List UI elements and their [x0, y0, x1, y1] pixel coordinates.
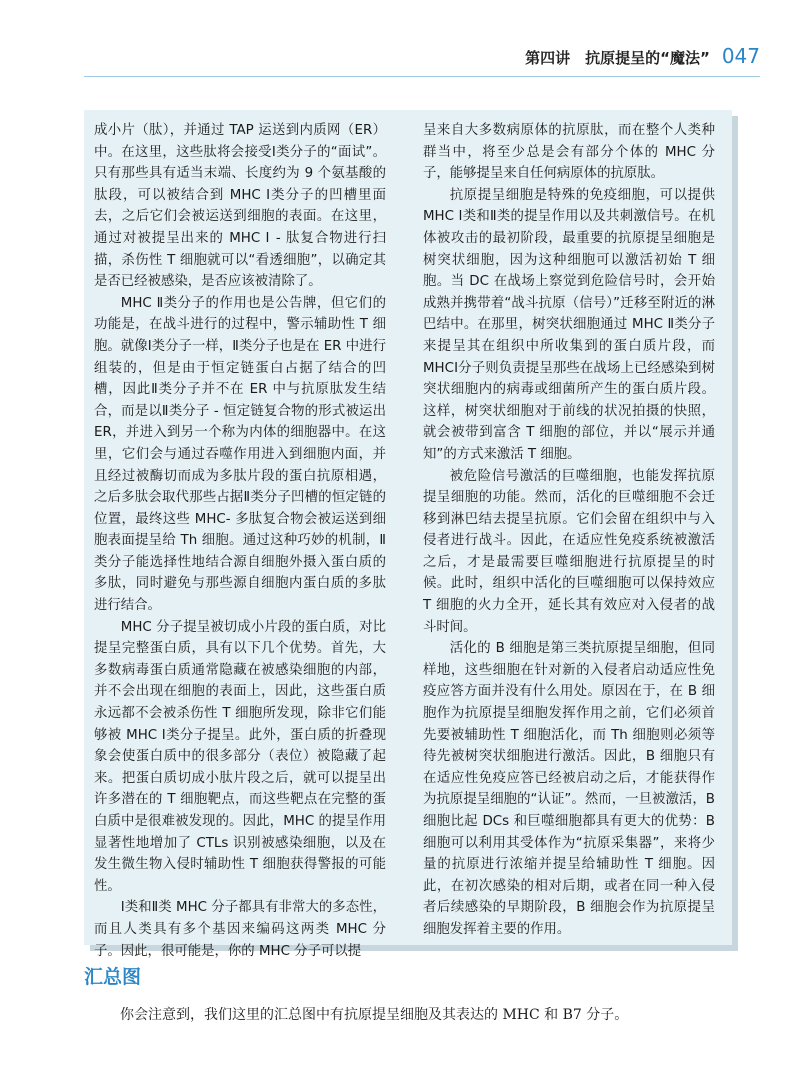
paragraph: 被危险信号激活的巨噬细胞，也能发挥抗原提呈细胞的功能。然而，活化的巨噬细胞不会迁移到淋巴结去提呈抗原。它们会留在组织中与入侵者进行战斗。因此，在适应性免疫系统被激活之后，才是最需要巨噬细胞进行抗原提呈的时候。此时，组织中活化的巨噬细胞可以保持效应 T 细胞的火力全开，延长其有效应对入侵者的战斗时间。: [423, 468, 715, 635]
paragraph: 呈来自大多数病原体的抗原肽，而在整个人类种群当中，将至少总是会有部分个体的 MHC 分子，能够提呈来自任何病原体的抗原肽。: [423, 123, 715, 182]
paragraph: MHC 分子提呈被切成小片段的蛋白质，对比提呈完整蛋白质，具有以下几个优势。首先，大多数病毒蛋白质通常隐藏在被感染细胞的内部，并不会出现在细胞的表面上，因此，这些蛋白质永远都不会被杀伤性 T 细胞所发现，除非它们能够被 MHC Ⅰ类分子提呈。此外，蛋白质的折叠现象会使蛋白质中的很多部分（表位）被隐藏了起来。把蛋白质切成小肽片段之后，就可以提呈出许多潜在的 T 细胞靶点，而这些靶点在完整的蛋白质中是很难被发现的。因此，MHC 的提呈作用显著性地增加了 CTLs 识别被感染细胞，以及在发生微生物入侵时辅助性 T 细胞获得警报的可能性。: [94, 619, 386, 894]
paragraph: Ⅰ类和Ⅱ类 MHC 分子都具有非常大的多态性，而且人类具有多个基因来编码这两类 MHC 分子。因此，很可能是，你的 MHC 分子可以提: [94, 900, 386, 959]
right-column: [423, 120, 715, 941]
paragraph: 活化的 B 细胞是第三类抗原提呈细胞，但同样地，这些细胞在针对新的入侵者启动适应性免疫应答方面并没有什么用处。原因在于，在 B 细胞作为抗原提呈细胞发挥作用之前，它们必须首先要被辅助性 T 细胞活化，而 Th 细胞则必须等待先被树突状细胞进行激活。因此，B 细胞只有在适应性免疫应答已经被启动之后，才能获得作为抗原提呈细胞的“认证”。然而，一旦被激活，B 细胞比起 DCs 和巨噬细胞都具有更大的优势：B 细胞可以利用其受体作为“抗原采集器”，来将少量的抗原进行浓缩并提呈给辅助性 T 细胞。因此，在初次感染的相对后期，或者在同一种入侵者后续感染的早期阶段，B 细胞会作为抗原提呈细胞发挥着主要的作用。: [423, 641, 715, 937]
paragraph: 抗原提呈细胞是特殊的免疫细胞，可以提供 MHC Ⅰ类和Ⅱ类的提呈作用以及共刺激信号。在机体被攻击的最初阶段，最重要的抗原提呈细胞是树突状细胞，因为这种细胞可以激活初始 T 细胞。当 DC 在战场上察觉到危险信号时，会开始成熟并携带着“战斗抗原（信号）”迁移至附近的淋巴结中。在那里，树突状细胞通过 MHC Ⅱ类分子来提呈其在组织中所收集到的蛋白质片段，而 MHCⅠ分子则负责提呈那些在战场上已经感染到树突状细胞内的病毒或细菌所产生的蛋白质片段。这样，树突状细胞对于前线的状况拍摄的快照，就会被带到富含 T 细胞的部位，并以“展示并通知”的方式来激活 T 细胞。: [423, 187, 715, 462]
paragraph: MHC Ⅱ类分子的作用也是公告牌，但它们的功能是，在战斗进行的过程中，警示辅助性 T 细胞。就像Ⅰ类分子一样，Ⅱ类分子也是在 ER 中进行组装的，但是由于恒定链蛋白占据了结合的凹槽，因此Ⅱ类分子并不在 ER 中与抗原肽发生结合，而是以Ⅱ类分子 - 恒定链复合物的形式被运出 ER，并进入到另一个称为内体的细胞器中。在这里，它们会与通过吞噬作用进入到细胞内面，并且经过被酶切而成为多肽片段的蛋白抗原相遇，之后多肽会取代那些占据Ⅱ类分子凹槽的恒定链的位置，最终这些 MHC- 多肽复合物会被运送到细胞表面提呈给 Th 细胞。通过这种巧妙的机制，Ⅱ类分子能选择性地结合源自细胞外摄入蛋白质的多肽，同时避免与那些源自细胞内蛋白质的多肽进行结合。: [94, 295, 386, 614]
section-body: 你会注意到，我们这里的汇总图中有抗原提呈细胞及其表达的 MHC 和 B7 分子。: [120, 1007, 629, 1023]
running-head: [525, 44, 760, 70]
chapter-title: 第四讲 抗原提呈的“魔法”: [525, 49, 710, 67]
section-heading: 汇总图: [84, 966, 142, 988]
header-rule: [84, 76, 760, 77]
paragraph: 成小片（肽），并通过 TAP 运送到内质网（ER）中。在这里，这些肽将会接受Ⅰ类分子的“面试”。只有那些具有适当末端、长度约为 9 个氨基酸的肽段，可以被结合到 MHC Ⅰ类分子的凹槽里面去，之后它们会被运送到细胞的表面。在这里，通过对被提呈出来的 MHC Ⅰ - 肽复合物进行扫描，杀伤性 T 细胞就可以“看透细胞”，以确定其是否已经被感染，是否应该被清除了。: [94, 123, 386, 290]
left-column: [94, 120, 386, 962]
page-number: 047: [721, 44, 760, 68]
